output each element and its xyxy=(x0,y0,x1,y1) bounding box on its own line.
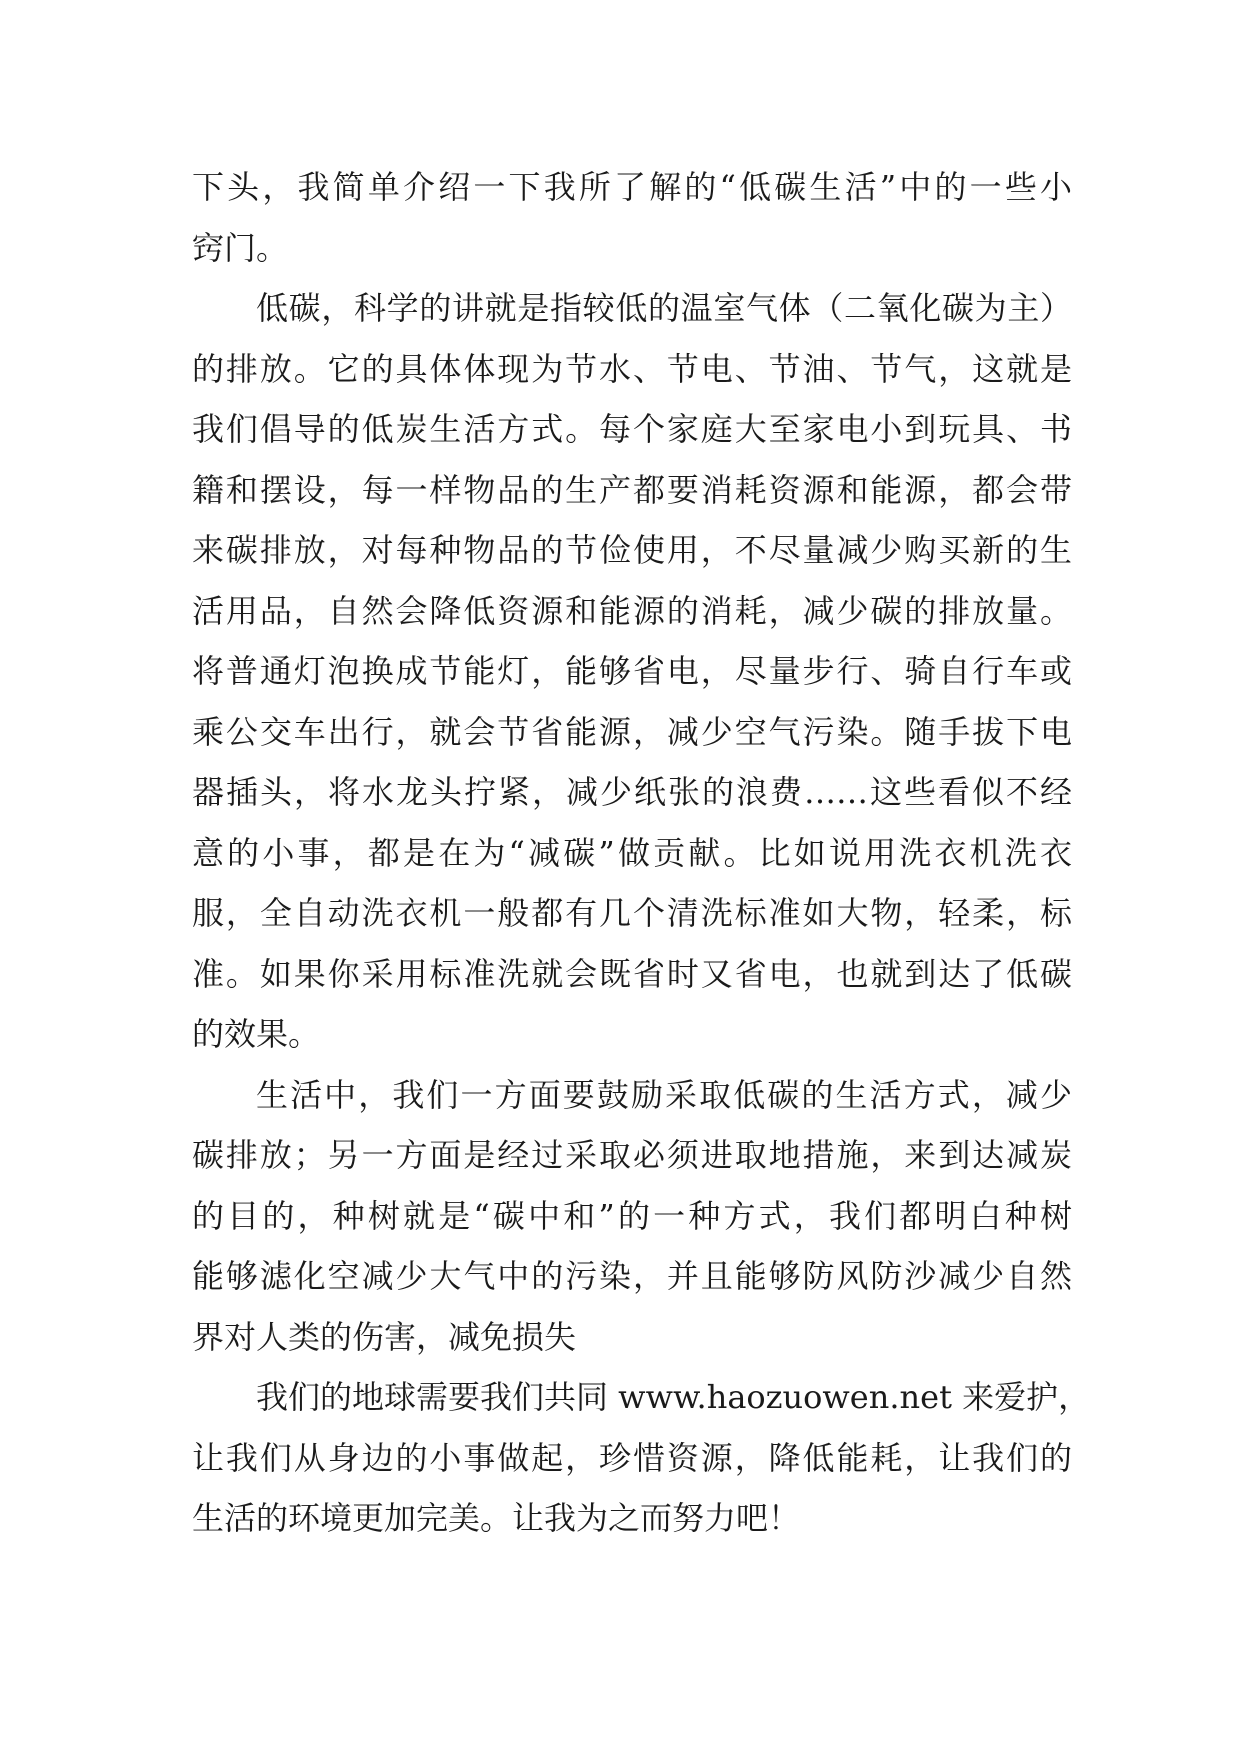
text-line: 的效果。 xyxy=(192,1015,321,1053)
paragraph-first-line: 低碳，科学的讲就是指较低的温室气体（二氧化碳为主） xyxy=(256,289,1072,327)
text-line: 生活的环境更加完美。让我为之而努力吧！ xyxy=(192,1499,801,1537)
text-line: 活用品，自然会降低资源和能源的消耗，减少碳的排放量。 xyxy=(192,591,1072,630)
text-line: 的排放。它的具体体现为节水、节电、节油、节气，这就是 xyxy=(192,349,1072,388)
text-line: 籍和摆设，每一样物品的生产都要消耗资源和能源，都会带 xyxy=(192,470,1072,509)
text-line: 能够滤化空减少大气中的污染，并且能够防风防沙减少自然 xyxy=(192,1257,1072,1295)
text-line: 碳排放；另一方面是经过采取必须进取地措施，来到达减炭 xyxy=(192,1136,1072,1174)
text-line: 将普通灯泡换成节能灯，能够省电，尽量步行、骑自行车或 xyxy=(192,652,1072,690)
body-text xyxy=(192,157,1091,1549)
text-line: 窍门。 xyxy=(192,228,289,267)
text-line: 我们倡导的低炭生活方式。每个家庭大至家电小到玩具、书 xyxy=(192,410,1072,448)
text-line: 界对人类的伤害，减免损失 xyxy=(192,1317,577,1356)
text-line: 服，全自动洗衣机一般都有几个清洗标准如大物，轻柔，标 xyxy=(192,894,1072,932)
text-line: 乘公交车出行，就会节省能源，减少空气污染。随手拔下电 xyxy=(192,712,1072,751)
text-line: 来碳排放，对每种物品的节俭使用，不尽量减少购买新的生 xyxy=(192,531,1072,569)
paragraph-first-line: 生活中，我们一方面要鼓励采取低碳的生活方式，减少 xyxy=(256,1075,1072,1114)
text-line: 下头，我简单介绍一下我所了解的“低碳生活”中的一些小 xyxy=(192,168,1072,206)
text-line: 准。如果你采用标准洗就会既省时又省电，也就到达了低碳 xyxy=(192,954,1072,993)
paragraph-first-line: 我们的地球需要我们共同 www.haozuowen.net 来爱护， xyxy=(256,1378,1091,1416)
text-line: 意的小事，都是在为“减碳”做贡献。比如说用洗衣机洗衣 xyxy=(192,833,1072,872)
text-line: 让我们从身边的小事做起，珍惜资源，降低能耗，让我们的 xyxy=(192,1438,1072,1477)
text-line: 器插头，将水龙头拧紧，减少纸张的浪费……这些看似不经 xyxy=(192,773,1072,811)
text-line: 的目的，种树就是“碳中和”的一种方式，我们都明白种树 xyxy=(192,1196,1072,1235)
